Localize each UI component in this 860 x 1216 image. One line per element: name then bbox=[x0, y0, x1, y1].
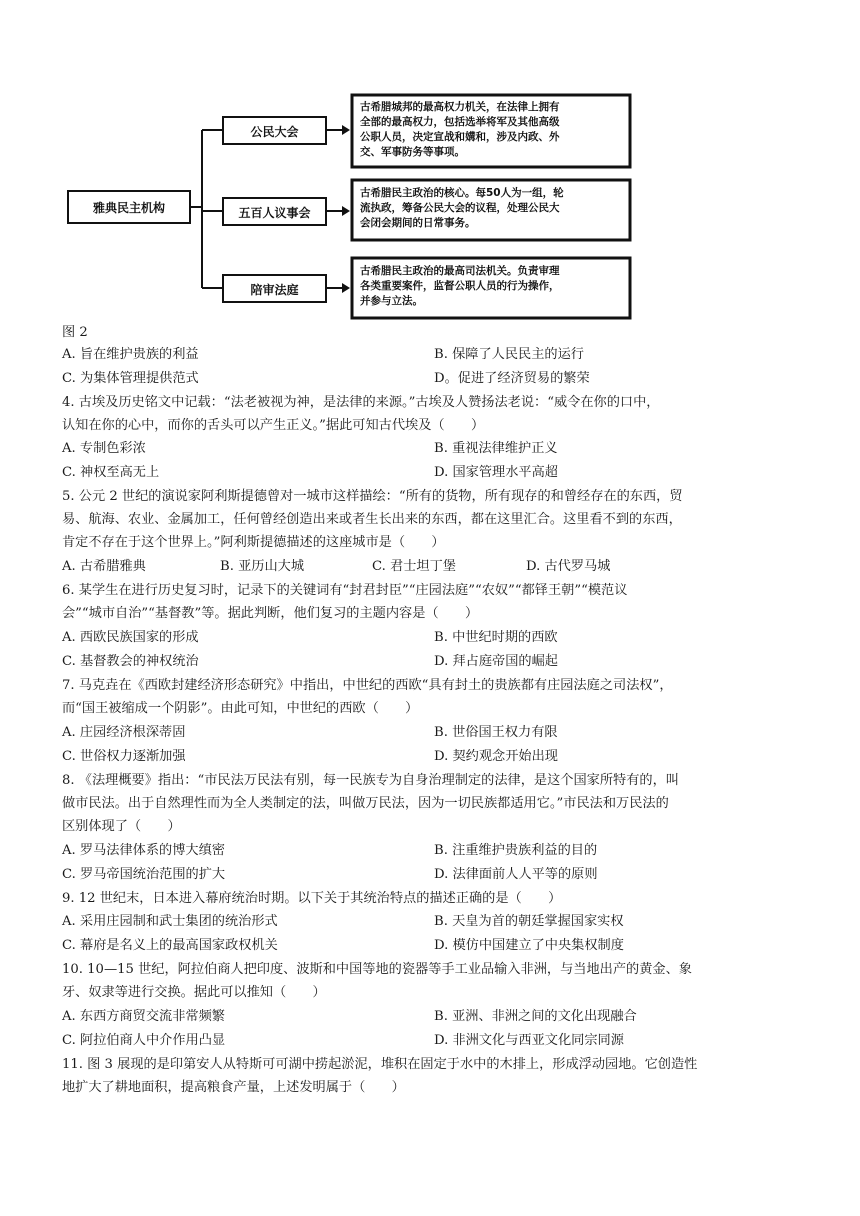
option-d: D. 法律面前人人平等的原则 bbox=[434, 867, 598, 882]
q6-options-row2 bbox=[62, 651, 558, 673]
desc-line: 各类重要案件，监督公职人员的行为操作， bbox=[360, 280, 560, 292]
desc-line: 并参与立法。 bbox=[360, 295, 423, 307]
q11-stem-line: 地扩大了耕地面积，提高粮食产量，上述发明属于（ ） bbox=[62, 1080, 405, 1095]
option-a: A. 庄园经济根深蒂固 bbox=[62, 725, 186, 740]
option-a: A. 罗马法律体系的博大缜密 bbox=[62, 843, 225, 858]
option-d: D. 拜占庭帝国的崛起 bbox=[434, 654, 558, 669]
q7-stem-line: 而“国王被缩成一个阴影”。由此可知，中世纪的西欧（ ） bbox=[62, 701, 419, 716]
q10-options-row1 bbox=[62, 1006, 637, 1028]
q4-options-row1 bbox=[62, 438, 558, 460]
option-d: D. 契约观念开始出现 bbox=[434, 749, 558, 764]
option-a: A. 专制色彩浓 bbox=[62, 441, 146, 456]
root-label: 雅典民主机构 bbox=[92, 201, 165, 215]
desc-line: 古希腊民主政治的核心。每50人为一组，轮 bbox=[360, 187, 564, 199]
option-a: A. 古希腊雅典 bbox=[62, 559, 146, 574]
option-c: C. 基督教会的神权统治 bbox=[62, 654, 199, 669]
q8-options-row2 bbox=[62, 864, 598, 886]
q4-options-row2 bbox=[62, 462, 558, 484]
athens-democracy-diagram bbox=[60, 80, 660, 330]
option-b: B. 亚历山大城 bbox=[220, 559, 305, 574]
assembly-description bbox=[360, 100, 626, 160]
option-c: C. 阿拉伯商人中介作用凸显 bbox=[62, 1033, 226, 1048]
desc-line: 会闭会期间的日常事务。 bbox=[360, 217, 476, 229]
option-b: B. 世俗国王权力有限 bbox=[434, 725, 558, 740]
q10-stem-line: 牙、奴隶等进行交换。据此可以推知（ ） bbox=[62, 985, 326, 1000]
q5-stem-line: 5. 公元 2 世纪的演说家阿利斯提德曾对一城市这样描绘：“所有的货物，所有现存的和曾经存在的东西，贸 bbox=[62, 489, 683, 504]
q3-options-row1 bbox=[62, 344, 584, 366]
q9-options-row1 bbox=[62, 911, 624, 933]
option-c: C. 幕府是名义上的最高国家政权机关 bbox=[62, 938, 278, 953]
q5-stem-line: 易、航海、农业、金属加工，任何曾经创造出来或者生长出来的东西，都在这里汇合。这里看不到的东西， bbox=[62, 512, 682, 527]
q8-stem-line: 8. 《法理概要》指出：“市民法万民法有别，每一民族专为自身治理制定的法律，是这个国家所特有的，叫 bbox=[62, 773, 679, 788]
q5-options-row bbox=[62, 556, 611, 578]
option-a: A. 西欧民族国家的形成 bbox=[62, 630, 199, 645]
desc-line: 全部的最高权力，包括选举将军及其他高级 bbox=[360, 116, 560, 128]
q8-options-row1 bbox=[62, 840, 598, 862]
option-c: C. 为集体管理提供范式 bbox=[62, 371, 199, 386]
node-label-council: 五百人议事会 bbox=[238, 206, 311, 220]
desc-line: 公职人员，决定宣战和媾和，涉及内政、外 bbox=[360, 131, 560, 143]
option-b: B. 亚洲、非洲之间的文化出现融合 bbox=[434, 1009, 637, 1024]
option-d: D。促进了经济贸易的繁荣 bbox=[434, 371, 590, 386]
option-b: B. 重视法律维护正义 bbox=[434, 441, 558, 456]
desc-line: 交、军事防务等事项。 bbox=[360, 146, 465, 158]
q10-stem-line: 10. 10—15 世纪，阿拉伯商人把印度、波斯和中国等地的瓷器等手工业品输入非洲，与当地出产的黄金、象 bbox=[62, 962, 692, 977]
desc-line: 古希腊城邦的最高权力机关，在法律上拥有 bbox=[360, 101, 560, 113]
q7-options-row1 bbox=[62, 722, 558, 744]
option-c: C. 君士坦丁堡 bbox=[372, 559, 456, 574]
option-c: C. 神权至高无上 bbox=[62, 465, 160, 480]
desc-line: 流执政，筹备公民大会的议程，处理公民大 bbox=[360, 202, 560, 214]
option-b: B. 注重维护贵族利益的目的 bbox=[434, 843, 598, 858]
q7-stem-line: 7. 马克垚在《西欧封建经济形态研究》中指出，中世纪的西欧“具有封土的贵族都有庄园法庭之司法权”， bbox=[62, 678, 673, 693]
q3-options-row2 bbox=[62, 368, 590, 390]
node-label-assembly: 公民大会 bbox=[250, 125, 299, 139]
q8-stem-line: 做市民法。出于自然理性而为全人类制定的法，叫做万民法，因为一切民族都适用它。”市民法和万民法的 bbox=[62, 796, 669, 811]
option-a: A. 旨在维护贵族的利益 bbox=[62, 347, 199, 362]
q9-options-row2 bbox=[62, 935, 624, 957]
q4-stem-line: 4. 古埃及历史铭文中记载：“法老被视为神，是法律的来源。”古埃及人赞扬法老说：“威令在你的口中， bbox=[62, 395, 660, 410]
court-description bbox=[360, 264, 626, 309]
option-b: B. 中世纪时期的西欧 bbox=[434, 630, 558, 645]
q8-stem-line: 区别体现了（ ） bbox=[62, 819, 181, 834]
q6-stem-line: 6. 某学生在进行历史复习时，记录下的关键词有“封君封臣”“庄园法庭”“农奴”“都铎王朝”“模范议 bbox=[62, 583, 628, 598]
q5-stem-line: 肯定不存在于这个世界上。”阿利斯提德描述的这座城市是（ ） bbox=[62, 535, 445, 550]
q6-options-row1 bbox=[62, 627, 558, 649]
option-d: D. 古代罗马城 bbox=[526, 559, 611, 574]
option-b: B. 保障了人民民主的运行 bbox=[434, 347, 584, 362]
figure-caption: 图 2 bbox=[62, 325, 88, 340]
q9-stem-line: 9. 12 世纪末，日本进入幕府统治时期。以下关于其统治特点的描述正确的是（ ） bbox=[62, 891, 562, 906]
q10-options-row2 bbox=[62, 1030, 624, 1052]
option-a: A. 东西方商贸交流非常频繁 bbox=[62, 1009, 225, 1024]
q7-options-row2 bbox=[62, 746, 558, 768]
q11-stem-line: 11. 图 3 展现的是印第安人从特斯可可湖中捞起淤泥，堆积在固定于水中的木排上，形成浮动园地。它创造性 bbox=[62, 1057, 698, 1072]
option-d: D. 模仿中国建立了中央集权制度 bbox=[434, 938, 624, 953]
q4-stem-line: 认知在你的心中，而你的舌头可以产生正义。”据此可知古代埃及（ ） bbox=[62, 418, 485, 433]
option-b: B. 天皇为首的朝廷掌握国家实权 bbox=[434, 914, 624, 929]
option-c: C. 世俗权力逐渐加强 bbox=[62, 749, 186, 764]
option-d: D. 非洲文化与西亚文化同宗同源 bbox=[434, 1033, 624, 1048]
option-d: D. 国家管理水平高超 bbox=[434, 465, 558, 480]
desc-line: 古希腊民主政治的最高司法机关。负责审理 bbox=[360, 265, 560, 277]
option-a: A. 采用庄园制和武士集团的统治形式 bbox=[62, 914, 278, 929]
node-label-court: 陪审法庭 bbox=[250, 283, 299, 297]
council-description bbox=[360, 186, 626, 231]
q6-stem-line: 会”“城市自治”“基督教”等。据此判断，他们复习的主题内容是（ ） bbox=[62, 606, 479, 621]
option-c: C. 罗马帝国统治范围的扩大 bbox=[62, 867, 226, 882]
